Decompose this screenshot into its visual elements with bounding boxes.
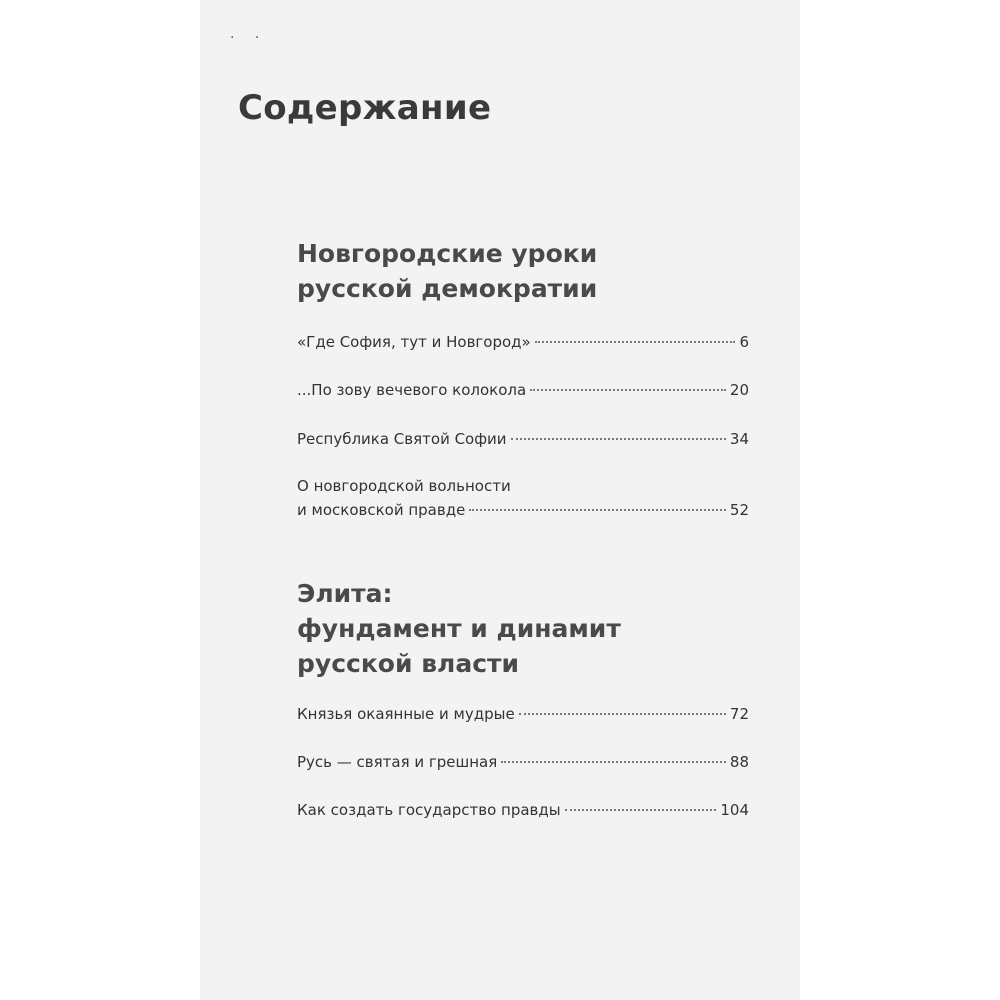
toc-entry-page: 20 <box>729 381 749 399</box>
toc-entry-title: Князья окаянные и мудрые <box>297 705 515 723</box>
section-title-line: русской власти <box>297 649 520 678</box>
dot-leader <box>469 509 726 511</box>
toc-entry-page: 6 <box>739 333 749 351</box>
dot-leader <box>535 341 736 343</box>
toc-entry <box>297 750 749 774</box>
toc-entry <box>297 702 749 726</box>
toc-entry-title: ...По зову вечевого колокола <box>297 381 527 399</box>
dot-leader <box>519 713 726 715</box>
toc-entry-page: 104 <box>720 801 749 819</box>
toc-entry <box>297 330 749 354</box>
section-title-1 <box>297 236 597 306</box>
toc-entry-page: 72 <box>729 705 749 723</box>
dot-leader <box>530 389 726 391</box>
dot-leader <box>511 438 726 440</box>
toc-entry-title: Русь — святая и грешная <box>297 753 498 771</box>
section-title-line: Новгородские уроки <box>297 239 598 268</box>
toc-entry-title: и московской правде <box>297 501 466 519</box>
toc-entry <box>297 427 749 451</box>
toc-entry-title: Как создать государство правды <box>297 801 561 819</box>
toc-entry-title-line1: О новгородской вольности <box>297 477 511 495</box>
toc-entry-page: 34 <box>729 430 749 448</box>
toc-entry <box>297 474 749 522</box>
toc-entry <box>297 378 749 402</box>
section-title-line: фундамент и динамит <box>297 614 621 643</box>
toc-title: Содержание <box>238 88 492 128</box>
dot-leader <box>565 809 717 811</box>
toc-entry <box>297 798 749 822</box>
toc-entry-page: 52 <box>729 501 749 519</box>
toc-entry-page: 88 <box>729 753 749 771</box>
toc-entry-title: «Где София, тут и Новгород» <box>297 333 531 351</box>
print-specks: · · <box>230 30 268 46</box>
section-title-2 <box>297 576 621 681</box>
toc-entry-title: Республика Святой Софии <box>297 430 507 448</box>
section-title-line: Элита: <box>297 579 393 608</box>
section-title-line: русской демократии <box>297 274 598 303</box>
book-page <box>200 0 800 1000</box>
dot-leader <box>501 761 726 763</box>
